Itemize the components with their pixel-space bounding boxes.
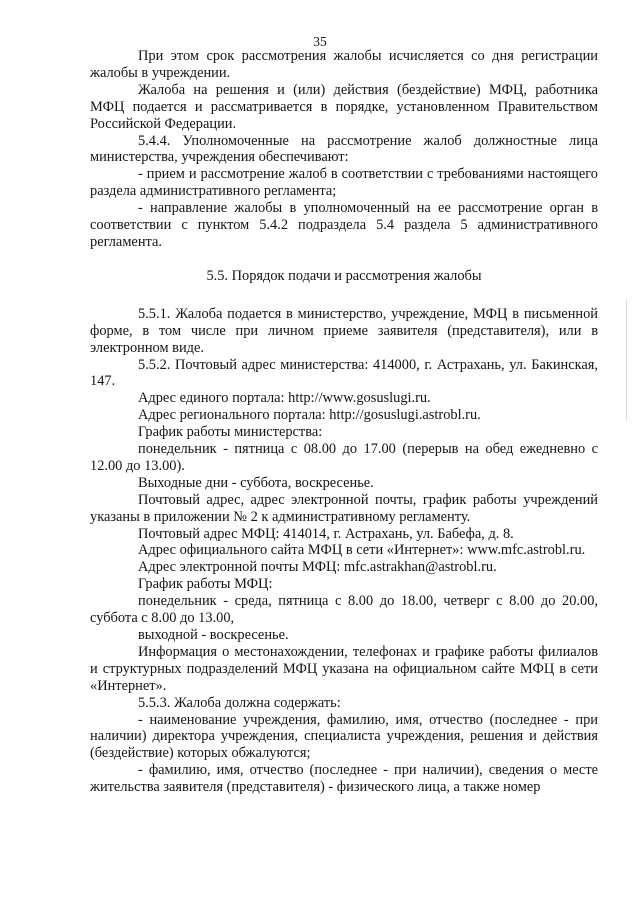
- paragraph-mfc-complaint: Жалоба на решения и (или) действия (бездействие) МФЦ, работника МФЦ подается и рассматривается в порядке, установленном Правительством Российской Федерации.: [90, 81, 598, 132]
- paragraph-5-5-3: 5.5.3. Жалоба должна содержать:: [138, 694, 341, 711]
- paragraph-mfc-website: Адрес официального сайта МФЦ в сети «Интернет»: www.mfc.astrobl.ru.: [138, 542, 586, 559]
- paragraph-item-applicant-name: - фамилию, имя, отчество (последнее - при наличии), сведения о месте жительства заявителя (представителя) - физического лица, а также номер: [90, 762, 598, 796]
- paragraph-ministry-hours: понедельник - пятница с 08.00 до 17.00 (перерыв на обед ежедневно с 12.00 до 13.00).: [90, 441, 598, 474]
- paragraph-5-5-2: 5.5.2. Почтовый адрес министерства: 414000, г. Астрахань, ул. Бакинская, 147.: [90, 356, 598, 390]
- paragraph-mfc-schedule: График работы МФЦ:: [138, 576, 273, 593]
- paragraph-mfc-address: Почтовый адрес МФЦ: 414014, г. Астрахань, ул. Бабефа, д. 8.: [138, 525, 514, 542]
- paragraph-item-institution-name: - наименование учреждения, фамилию, имя, отчество (последнее - при наличии) директора учреждения, специалиста учреждения, решения и действия (бездействие) которых обжалуются;: [90, 711, 598, 762]
- scan-edge-line: [626, 300, 627, 420]
- paragraph-institutions-info: Почтовый адрес, адрес электронной почты, график работы учреждений указаны в приложении № 2 к административному регламенту.: [90, 491, 598, 525]
- document-body: [90, 48, 598, 796]
- paragraph-mfc-email: Адрес электронной почты МФЦ: mfc.astrakhan@astrobl.ru.: [138, 559, 497, 576]
- paragraph-days-off: Выходные дни - суббота, воскресенье.: [138, 474, 374, 491]
- paragraph-mfc-day-off: выходной - воскресенье.: [138, 627, 289, 643]
- paragraph-unified-portal: Адрес единого портала: http://www.gosuslugi.ru.: [138, 390, 431, 407]
- paragraph-item-forward: - направление жалобы в уполномоченный на ее рассмотрение орган в соответствии с пунктом 5.4.2 подраздела 5.4 раздела 5 административного регламента.: [90, 200, 598, 250]
- paragraph-regional-portal: Адрес регионального портала: http://gosuslugi.astrobl.ru.: [138, 407, 481, 424]
- paragraph-branches-info: Информация о местонахождении, телефонах и графике работы филиалов и структурных подразделений МФЦ указана на официальном сайте МФЦ в сети «Интернет».: [90, 643, 598, 694]
- paragraph-review-term: При этом срок рассмотрения жалобы исчисляется со дня регистрации жалобы в учреждении.: [90, 48, 598, 81]
- paragraph-5-5-1: 5.5.1. Жалоба подается в министерство, учреждение, МФЦ в письменной форме, в том числе при личном приеме заявителя (представителя), или в электронном виде.: [90, 305, 598, 356]
- paragraph-ministry-schedule: График работы министерства:: [138, 424, 323, 441]
- page-number: 35: [313, 34, 327, 49]
- section-heading-5-5: 5.5. Порядок подачи и рассмотрения жалобы: [206, 267, 482, 284]
- paragraph-mfc-hours: понедельник - среда, пятница с 8.00 до 18.00, четверг с 8.00 до 20.00, суббота с 8.00 до 13.00,: [90, 593, 598, 627]
- paragraph-5-4-4: 5.4.4. Уполномоченные на рассмотрение жалоб должностные лица министерства, учреждения обеспечивают:: [90, 132, 598, 166]
- paragraph-item-receive: - прием и рассмотрение жалоб в соответствии с требованиями настоящего раздела административного регламента;: [90, 166, 598, 200]
